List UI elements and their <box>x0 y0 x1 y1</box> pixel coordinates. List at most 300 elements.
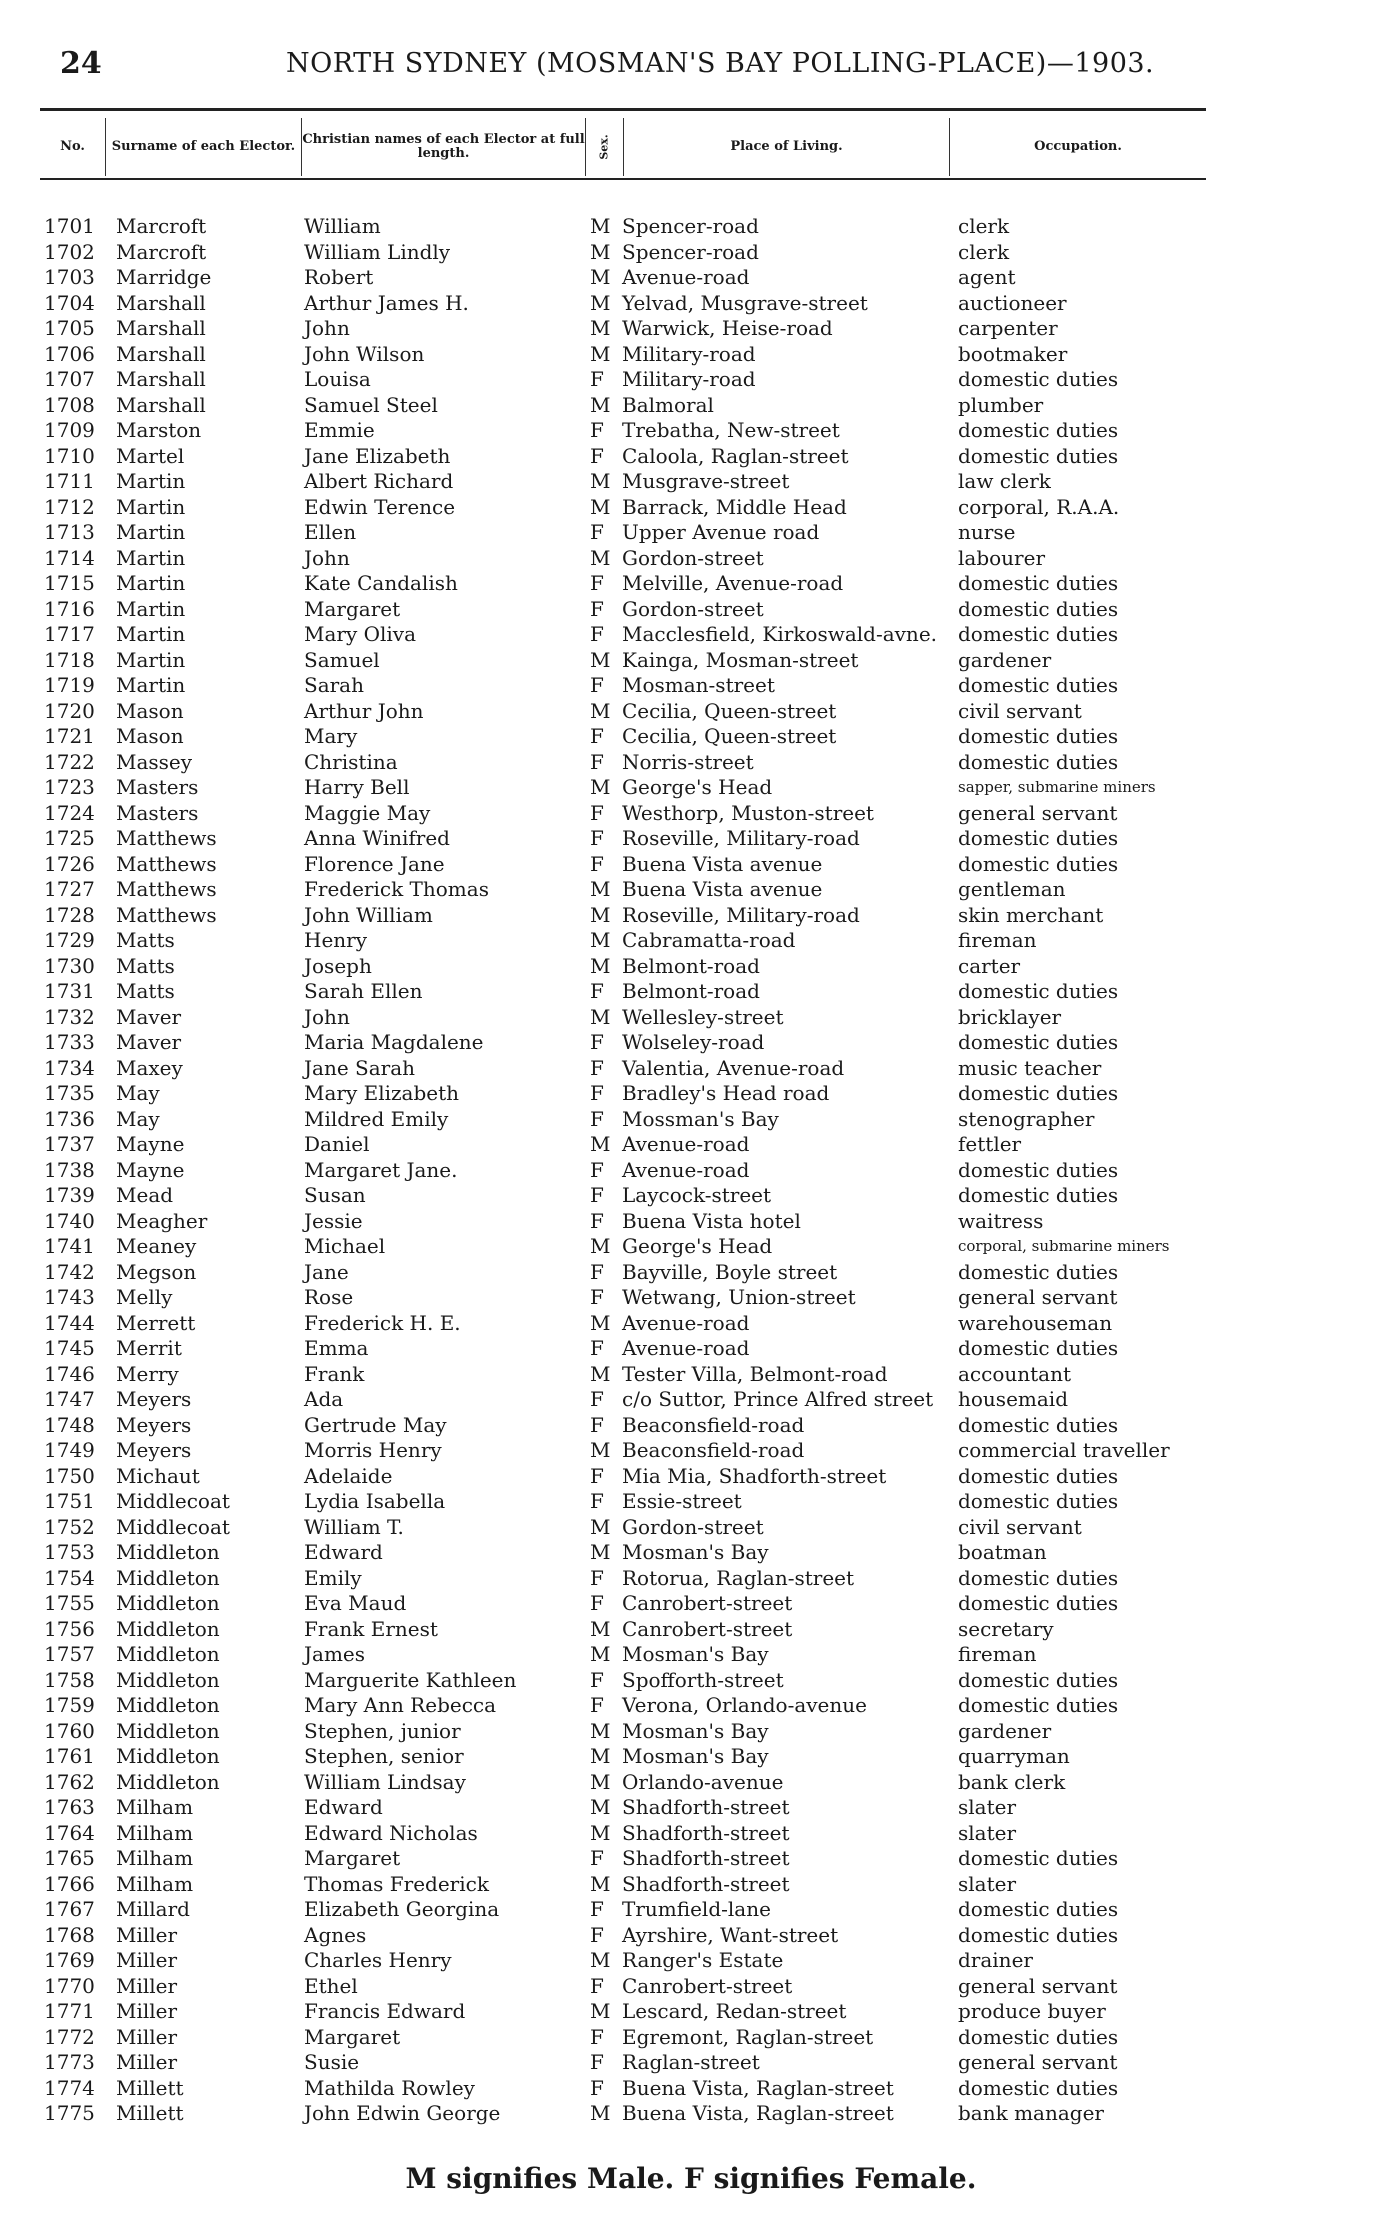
elector-number: 1710 <box>44 443 95 468</box>
elector-place: Wellesley-street <box>622 1004 784 1029</box>
elector-number: 1716 <box>44 596 95 621</box>
table-row <box>0 1923 1382 1949</box>
elector-surname: Meaney <box>116 1234 197 1258</box>
table-row <box>0 877 1382 903</box>
elector-surname: Martin <box>116 469 186 493</box>
elector-surname: Millett <box>116 2101 184 2125</box>
table-row <box>0 1209 1382 1235</box>
elector-christian-names: John <box>304 316 350 340</box>
elector-sex: F <box>590 1565 604 1590</box>
elector-place: Buena Vista, Raglan-street <box>622 2075 894 2100</box>
elector-surname: Middlecoat <box>116 1489 230 1513</box>
column-header-no: No. <box>40 118 106 176</box>
elector-christian-names: Robert <box>304 265 374 289</box>
elector-place: Canrobert-street <box>622 1616 793 1641</box>
elector-number: 1764 <box>44 1820 95 1845</box>
elector-christian-names: Eva Maud <box>304 1591 407 1615</box>
elector-surname: Miller <box>116 2050 178 2074</box>
table-row <box>0 1413 1382 1439</box>
elector-christian-names: Edward Nicholas <box>304 1820 478 1845</box>
elector-number: 1722 <box>44 749 95 774</box>
elector-surname: May <box>116 1081 160 1105</box>
elector-surname: Miller <box>116 1922 178 1947</box>
table-row <box>0 1387 1382 1413</box>
elector-sex: M <box>590 647 611 672</box>
elector-sex: F <box>590 1846 604 1870</box>
elector-surname: Milham <box>116 1795 194 1819</box>
elector-sex: F <box>590 1463 604 1488</box>
elector-place: Military-road <box>622 367 756 391</box>
elector-christian-names: Joseph <box>304 953 372 978</box>
elector-number: 1702 <box>44 239 95 264</box>
elector-surname: Matthews <box>116 877 217 901</box>
electors-list <box>0 214 1382 2127</box>
table-row <box>0 597 1382 623</box>
elector-number: 1745 <box>44 1336 95 1360</box>
table-row <box>0 1005 1382 1031</box>
elector-occupation: clerk <box>958 214 1010 238</box>
elector-surname: Middleton <box>116 1693 220 1717</box>
elector-christian-names: Adelaide <box>304 1463 393 1488</box>
elector-number: 1706 <box>44 341 95 366</box>
elector-place: Ayrshire, Want-street <box>622 1922 839 1947</box>
elector-occupation: domestic duties <box>958 1259 1119 1284</box>
elector-surname: Matthews <box>116 902 217 927</box>
elector-occupation: fireman <box>958 1642 1037 1666</box>
elector-occupation: domestic duties <box>958 622 1119 646</box>
table-row <box>0 367 1382 393</box>
elector-number: 1752 <box>44 1514 95 1539</box>
elector-place: Roseville, Military-road <box>622 826 860 850</box>
table-row <box>0 291 1382 317</box>
elector-christian-names: Samuel Steel <box>304 392 438 417</box>
elector-occupation: warehouseman <box>958 1310 1113 1335</box>
elector-occupation: stenographer <box>958 1106 1095 1131</box>
table-row <box>0 316 1382 342</box>
elector-place: Shadforth-street <box>622 1820 790 1845</box>
elector-occupation: agent <box>958 265 1016 289</box>
elector-number: 1762 <box>44 1769 95 1794</box>
table-row <box>0 342 1382 368</box>
elector-occupation: domestic duties <box>958 1846 1119 1870</box>
table-row <box>0 1795 1382 1821</box>
elector-occupation: domestic duties <box>958 1412 1119 1437</box>
elector-occupation: bricklayer <box>958 1004 1062 1029</box>
elector-sex: M <box>590 877 611 901</box>
elector-place: Mosman-street <box>622 673 775 697</box>
elector-occupation: nurse <box>958 520 1016 544</box>
table-row <box>0 418 1382 444</box>
table-row <box>0 1821 1382 1847</box>
elector-christian-names: Charles Henry <box>304 1948 452 1972</box>
elector-sex: M <box>590 1642 611 1666</box>
elector-place: Buena Vista hotel <box>622 1208 801 1233</box>
elector-christian-names: Mary Oliva <box>304 622 417 646</box>
elector-surname: Mead <box>116 1183 174 1207</box>
table-row <box>0 469 1382 495</box>
table-row <box>0 1183 1382 1209</box>
elector-place: Egremont, Raglan-street <box>622 2024 874 2049</box>
elector-occupation: domestic duties <box>958 979 1119 1003</box>
elector-occupation: gardener <box>958 1718 1052 1743</box>
elector-surname: Milham <box>116 1871 194 1896</box>
elector-sex: F <box>590 1897 604 1921</box>
elector-occupation: clerk <box>958 239 1010 264</box>
elector-surname: Martin <box>116 647 186 672</box>
table-row <box>0 648 1382 674</box>
elector-place: Trebatha, New-street <box>622 418 840 442</box>
elector-christian-names: Frederick Thomas <box>304 877 489 901</box>
elector-occupation: produce buyer <box>958 1999 1106 2023</box>
elector-place: Belmont-road <box>622 953 760 978</box>
table-row <box>0 801 1382 827</box>
elector-number: 1770 <box>44 1973 95 1998</box>
elector-number: 1707 <box>44 367 95 391</box>
table-row <box>0 1260 1382 1286</box>
sex-legend-footer: M signifies Male. F signifies Female. <box>405 2162 977 2195</box>
elector-number: 1719 <box>44 673 95 697</box>
elector-surname: Middleton <box>116 1591 220 1615</box>
table-row <box>0 1719 1382 1745</box>
elector-occupation: slater <box>958 1871 1017 1896</box>
elector-surname: Middleton <box>116 1667 220 1692</box>
elector-sex: F <box>590 1030 604 1054</box>
elector-christian-names: Mary <box>304 724 358 748</box>
page-title: NORTH SYDNEY (MOSMAN'S BAY POLLING-PLACE)—1903. <box>286 48 1155 79</box>
elector-place: Mosman's Bay <box>622 1744 769 1768</box>
elector-christian-names: Edwin Terence <box>304 494 456 519</box>
elector-sex: F <box>590 2024 604 2049</box>
elector-christian-names: Margaret Jane. <box>304 1157 458 1182</box>
elector-number: 1701 <box>44 214 95 238</box>
elector-occupation: domestic duties <box>958 571 1119 595</box>
elector-christian-names: Frank <box>304 1361 365 1386</box>
elector-sex: M <box>590 953 611 978</box>
elector-occupation: domestic duties <box>958 1183 1119 1207</box>
elector-christian-names: Mary Ann Rebecca <box>304 1693 497 1717</box>
elector-sex: M <box>590 1871 611 1896</box>
elector-christian-names: Jane <box>304 1259 349 1284</box>
elector-christian-names: Kate Candalish <box>304 571 458 595</box>
elector-christian-names: Sarah Ellen <box>304 979 423 1003</box>
elector-surname: Marshall <box>116 367 206 391</box>
elector-surname: Millard <box>116 1897 190 1921</box>
elector-surname: Marcroft <box>116 214 207 238</box>
elector-occupation: civil servant <box>958 1514 1082 1539</box>
elector-surname: Masters <box>116 800 199 825</box>
elector-christian-names: Samuel <box>304 647 380 672</box>
elector-number: 1729 <box>44 928 95 952</box>
elector-christian-names: Maria Magdalene <box>304 1030 484 1054</box>
elector-number: 1754 <box>44 1565 95 1590</box>
elector-surname: Merrit <box>116 1336 182 1360</box>
elector-place: George's Head <box>622 1234 773 1258</box>
elector-surname: Miller <box>116 2024 178 2049</box>
elector-sex: F <box>590 800 604 825</box>
elector-christian-names: John Wilson <box>304 341 425 366</box>
elector-occupation: slater <box>958 1795 1017 1819</box>
elector-occupation: bootmaker <box>958 341 1068 366</box>
elector-place: Trumfield-lane <box>622 1897 771 1921</box>
table-row <box>0 520 1382 546</box>
elector-surname: Meagher <box>116 1208 208 1233</box>
elector-surname: Massey <box>116 749 193 774</box>
elector-place: Belmont-road <box>622 979 760 1003</box>
elector-christian-names: Thomas Frederick <box>304 1871 489 1896</box>
elector-number: 1713 <box>44 520 95 544</box>
elector-place: Yelvad, Musgrave-street <box>622 290 868 315</box>
elector-number: 1725 <box>44 826 95 850</box>
elector-number: 1711 <box>44 469 95 493</box>
elector-sex: M <box>590 341 611 366</box>
elector-christian-names: William Lindsay <box>304 1769 466 1794</box>
elector-christian-names: Lydia Isabella <box>304 1489 446 1513</box>
table-row <box>0 393 1382 419</box>
elector-occupation: general servant <box>958 1285 1118 1309</box>
elector-place: Warwick, Heise-road <box>622 316 833 340</box>
elector-place: Gordon-street <box>622 545 764 570</box>
elector-christian-names: Marguerite Kathleen <box>304 1667 517 1692</box>
elector-occupation: waitress <box>958 1208 1044 1233</box>
elector-sex: F <box>590 1667 604 1692</box>
elector-sex: F <box>590 673 604 697</box>
elector-number: 1747 <box>44 1387 95 1411</box>
elector-christian-names: Margaret <box>304 596 401 621</box>
elector-christian-names: John <box>304 545 350 570</box>
elector-christian-names: Francis Edward <box>304 1999 466 2023</box>
elector-sex: F <box>590 418 604 442</box>
elector-sex: F <box>590 571 604 595</box>
elector-sex: F <box>590 1336 604 1360</box>
elector-number: 1712 <box>44 494 95 519</box>
elector-occupation: accountant <box>958 1361 1072 1386</box>
table-row <box>0 1438 1382 1464</box>
elector-sex: F <box>590 1922 604 1947</box>
elector-surname: Maver <box>116 1004 182 1029</box>
elector-surname: Middleton <box>116 1769 220 1794</box>
elector-place: Cabramatta-road <box>622 928 796 952</box>
elector-occupation: auctioneer <box>958 290 1067 315</box>
elector-occupation: commercial traveller <box>958 1438 1170 1462</box>
elector-sex: F <box>590 1208 604 1233</box>
elector-place: Tester Villa, Belmont-road <box>622 1361 888 1386</box>
elector-sex: M <box>590 1310 611 1335</box>
elector-number: 1735 <box>44 1081 95 1105</box>
header-top-rule <box>40 108 1206 111</box>
elector-sex: F <box>590 520 604 544</box>
elector-place: Rotorua, Raglan-street <box>622 1565 855 1590</box>
elector-sex: F <box>590 1387 604 1411</box>
elector-surname: Marshall <box>116 392 206 417</box>
elector-christian-names: Rose <box>304 1285 354 1309</box>
elector-sex: M <box>590 902 611 927</box>
elector-sex: M <box>590 698 611 723</box>
elector-christian-names: Stephen, senior <box>304 1744 464 1768</box>
elector-sex: F <box>590 2050 604 2074</box>
elector-occupation: domestic duties <box>958 596 1119 621</box>
elector-place: Shadforth-street <box>622 1846 790 1870</box>
elector-place: Buena Vista avenue <box>622 851 823 876</box>
elector-number: 1714 <box>44 545 95 570</box>
elector-number: 1737 <box>44 1132 95 1156</box>
table-row <box>0 1540 1382 1566</box>
elector-sex: M <box>590 265 611 289</box>
elector-surname: Mayne <box>116 1157 185 1182</box>
elector-occupation: bank clerk <box>958 1769 1066 1794</box>
elector-surname: Miller <box>116 1948 178 1972</box>
elector-number: 1733 <box>44 1030 95 1054</box>
elector-number: 1741 <box>44 1234 95 1258</box>
column-header-occupation: Occupation. <box>1034 139 1122 154</box>
elector-surname: Mason <box>116 698 184 723</box>
table-row <box>0 1030 1382 1056</box>
elector-christian-names: Florence Jane <box>304 851 445 876</box>
table-row <box>0 214 1382 240</box>
elector-christian-names: Maggie May <box>304 800 431 825</box>
elector-occupation: skin merchant <box>958 902 1104 927</box>
elector-surname: Maxey <box>116 1055 183 1080</box>
elector-surname: Martel <box>116 443 185 468</box>
elector-occupation: drainer <box>958 1948 1033 1972</box>
elector-occupation: gentleman <box>958 877 1066 901</box>
elector-number: 1774 <box>44 2075 95 2100</box>
table-row <box>0 954 1382 980</box>
elector-sex: F <box>590 979 604 1003</box>
elector-occupation: corporal, R.A.A. <box>958 494 1120 519</box>
elector-sex: M <box>590 1769 611 1794</box>
elector-number: 1751 <box>44 1489 95 1513</box>
elector-sex: M <box>590 290 611 315</box>
table-row <box>0 1999 1382 2025</box>
table-row <box>0 673 1382 699</box>
elector-christian-names: Margaret <box>304 2024 401 2049</box>
table-row <box>0 1642 1382 1668</box>
elector-number: 1732 <box>44 1004 95 1029</box>
elector-christian-names: Frederick H. E. <box>304 1310 461 1335</box>
elector-sex: F <box>590 1412 604 1437</box>
elector-place: Kainga, Mosman-street <box>622 647 859 672</box>
elector-surname: Martin <box>116 520 186 544</box>
elector-sex: M <box>590 1718 611 1743</box>
elector-surname: Merry <box>116 1361 179 1386</box>
elector-christian-names: Susan <box>304 1183 366 1207</box>
elector-place: Westhorp, Muston-street <box>622 800 874 825</box>
table-row <box>0 1948 1382 1974</box>
elector-occupation: carter <box>958 953 1021 978</box>
elector-christian-names: Mary Elizabeth <box>304 1081 460 1105</box>
elector-surname: Middleton <box>116 1718 220 1743</box>
table-row <box>0 1464 1382 1490</box>
header-bottom-rule <box>40 178 1206 180</box>
elector-surname: Middleton <box>116 1540 220 1564</box>
elector-occupation: domestic duties <box>958 1336 1119 1360</box>
elector-sex: F <box>590 724 604 748</box>
elector-christian-names: Sarah <box>304 673 364 697</box>
elector-sex: F <box>590 2075 604 2100</box>
elector-sex: M <box>590 1820 611 1845</box>
elector-place: Gordon-street <box>622 596 764 621</box>
elector-place: Spofforth-street <box>622 1667 784 1692</box>
elector-christian-names: Gertrude May <box>304 1412 447 1437</box>
elector-surname: Milham <box>116 1846 194 1870</box>
elector-christian-names: Emma <box>304 1336 369 1360</box>
table-row <box>0 240 1382 266</box>
elector-occupation: civil servant <box>958 698 1082 723</box>
elector-surname: Maver <box>116 1030 182 1054</box>
elector-surname: Meyers <box>116 1412 192 1437</box>
elector-occupation: domestic duties <box>958 2075 1119 2100</box>
elector-sex: M <box>590 214 611 238</box>
elector-christian-names: Albert Richard <box>304 469 454 493</box>
table-row <box>0 1285 1382 1311</box>
elector-sex: F <box>590 1106 604 1131</box>
elector-place: Avenue-road <box>622 1310 750 1335</box>
elector-place: Avenue-road <box>622 1336 750 1360</box>
elector-surname: Meyers <box>116 1438 192 1462</box>
elector-occupation: domestic duties <box>958 1489 1119 1513</box>
elector-number: 1715 <box>44 571 95 595</box>
elector-occupation: domestic duties <box>958 418 1119 442</box>
elector-christian-names: Emily <box>304 1565 362 1590</box>
elector-surname: Martin <box>116 622 186 646</box>
elector-christian-names: William T. <box>304 1514 404 1539</box>
elector-number: 1705 <box>44 316 95 340</box>
elector-occupation: gardener <box>958 647 1052 672</box>
table-row <box>0 444 1382 470</box>
elector-surname: Marshall <box>116 316 206 340</box>
elector-surname: Merrett <box>116 1310 196 1335</box>
elector-number: 1704 <box>44 290 95 315</box>
elector-number: 1760 <box>44 1718 95 1743</box>
page-number: 24 <box>60 46 102 81</box>
elector-surname: Marshall <box>116 341 206 366</box>
elector-place: Mosman's Bay <box>622 1642 769 1666</box>
elector-christian-names: Anna Winifred <box>304 826 450 850</box>
elector-number: 1740 <box>44 1208 95 1233</box>
elector-sex: F <box>590 443 604 468</box>
table-row <box>0 1311 1382 1337</box>
elector-surname: Mayne <box>116 1132 185 1156</box>
elector-christian-names: Elizabeth Georgina <box>304 1897 500 1921</box>
elector-sex: F <box>590 826 604 850</box>
elector-christian-names: John Edwin George <box>304 2101 501 2125</box>
column-header-christian-names: Christian names of each Elector at full length. <box>302 118 586 176</box>
elector-christian-names: Christina <box>304 749 398 774</box>
elector-surname: Middleton <box>116 1565 220 1590</box>
elector-occupation: domestic duties <box>958 1463 1119 1488</box>
elector-place: Wolseley-road <box>622 1030 765 1054</box>
elector-sex: M <box>590 1999 611 2023</box>
elector-place: Macclesfield, Kirkoswald-avne. <box>622 622 938 646</box>
elector-sex: M <box>590 239 611 264</box>
table-row <box>0 1744 1382 1770</box>
table-row <box>0 1515 1382 1541</box>
elector-number: 1724 <box>44 800 95 825</box>
elector-sex: M <box>590 2101 611 2125</box>
elector-number: 1726 <box>44 851 95 876</box>
elector-number: 1763 <box>44 1795 95 1819</box>
table-row <box>0 903 1382 929</box>
elector-number: 1768 <box>44 1922 95 1947</box>
elector-surname: Michaut <box>116 1463 200 1488</box>
table-row <box>0 265 1382 291</box>
elector-christian-names: Susie <box>304 2050 360 2074</box>
elector-occupation: general servant <box>958 2050 1118 2074</box>
elector-occupation: domestic duties <box>958 1922 1119 1947</box>
elector-surname: Miller <box>116 1999 178 2023</box>
elector-surname: Marshall <box>116 290 206 315</box>
elector-number: 1709 <box>44 418 95 442</box>
